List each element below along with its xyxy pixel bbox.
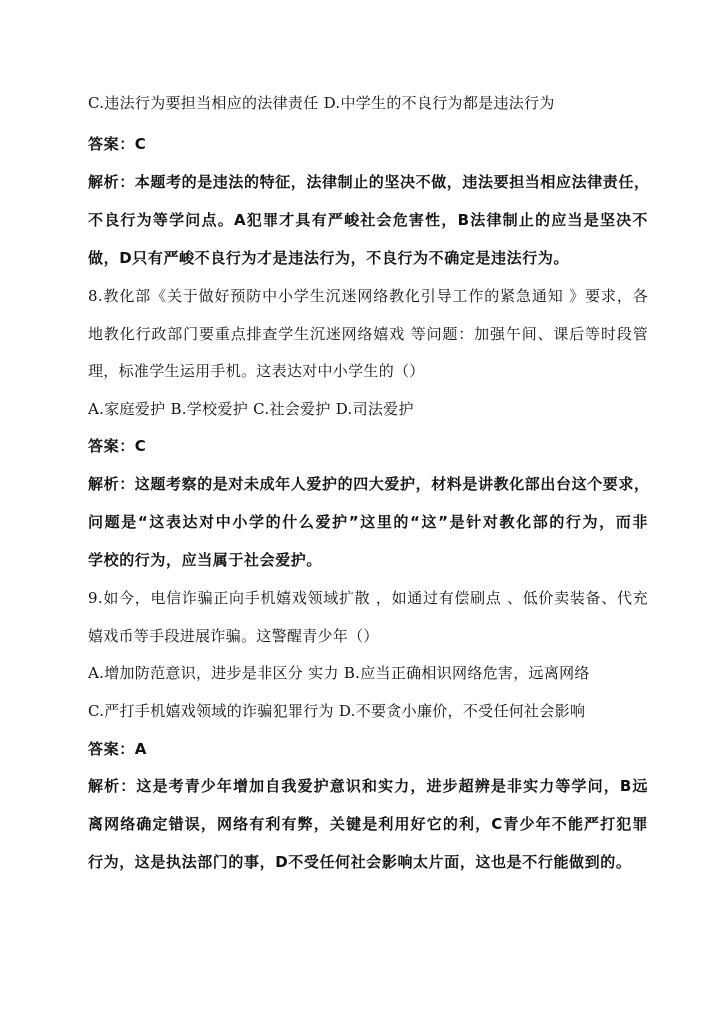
question-9-options: C.严打手机嬉戏领域的诈骗犯罪行为 D.不要贪小廉价，不受任何社会影响	[88, 702, 586, 720]
analysis-line: 行为，这是执法部门的事，D不受任何社会影响太片面，这也是不行能做到的。	[88, 853, 632, 871]
question-9-line: 9.如今，电信诈骗正向手机嬉戏领域扩散 ，如通过有偿刷点 、低价卖装备、代充	[88, 589, 648, 607]
answer-line: 答案：C	[88, 135, 147, 153]
analysis-line: 学校的行为，应当属于社会爱护。	[88, 551, 323, 569]
question-8-line: 8.教化部《关于做好预防中小学生沉迷网络教化引导工作的紧急通知 》要求，各	[88, 287, 648, 305]
analysis-line: 解析：本题考的是违法的特征，法律制止的坚决不做，违法要担当相应法律责任，	[88, 173, 650, 191]
question-9-line: 嬉戏币等手段进展诈骗。这警醒青少年（）	[88, 627, 379, 645]
analysis-line: 做，D只有严峻不良行为才是违法行为，不良行为不确定是违法行为。	[88, 249, 570, 267]
analysis-line: 不良行为等学问点。A犯罪才具有严峻社会危害性，B法律制止的应当是坚决不	[88, 211, 648, 229]
question-8-options: A.家庭爱护 B.学校爱护 C.社会爱护 D.司法爱护	[88, 400, 414, 418]
analysis-line: 解析：这是考青少年增加自我爱护意识和实力，进步超辨是非实力等学问，B远	[88, 777, 648, 795]
question-9-options: A.增加防范意识，进步是非区分 实力 B.应当正确相识网络危害，远离网络	[88, 664, 590, 682]
option-line-c-d: C.违法行为要担当相应的法律责任 D.中学生的不良行为都是违法行为	[88, 94, 555, 112]
answer-line: 答案：C	[88, 437, 147, 455]
analysis-line: 解析：这题考察的是对未成年人爱护的四大爱护，材料是讲教化部出台这个要求，	[88, 475, 650, 493]
question-8-line: 理，标准学生运用手机。这表达对中小学生的（）	[88, 362, 425, 380]
question-8-line: 地教化行政部门要重点排查学生沉迷网络嬉戏 等问题：加强午间、课后等时段管	[88, 325, 648, 343]
answer-line: 答案：A	[88, 740, 148, 758]
analysis-line: 离网络确定错误，网络有利有弊，关键是利用好它的利，C青少年不能严打犯罪	[88, 815, 648, 833]
analysis-line: 问题是“这表达对中小学的什么爱护”这里的“这”是针对教化部的行为，而非	[88, 513, 648, 531]
